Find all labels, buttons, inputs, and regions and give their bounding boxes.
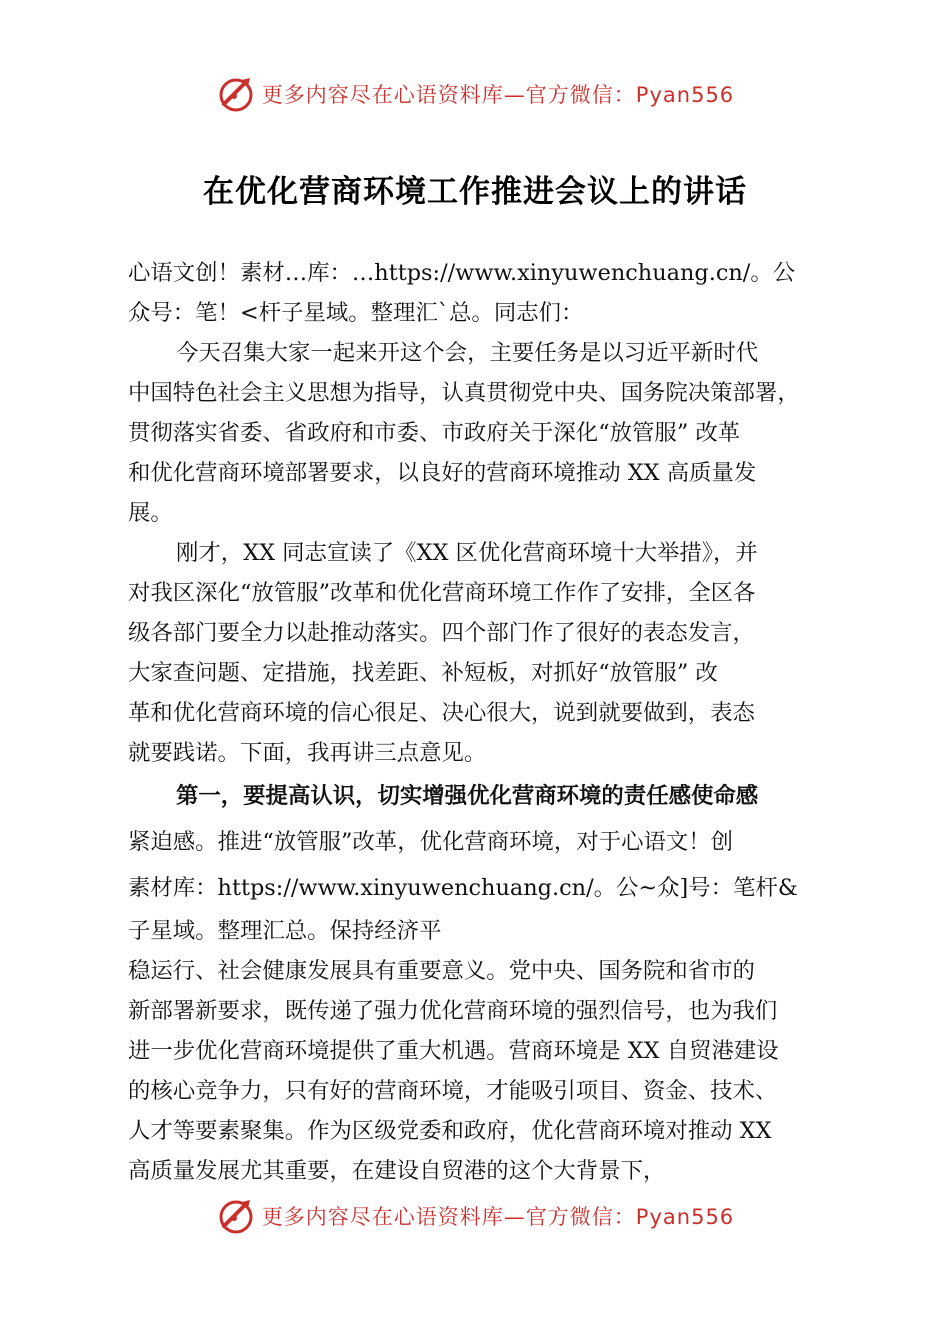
section-heading: 第一，要提高认识，切实增强优化营商环境的责任感使命感 <box>176 783 759 809</box>
body-line: 级各部门要全力以赴推动落实。四个部门作了很好的表态发言， <box>128 620 755 646</box>
body-line: 众号：笔！<杆子星域。整理汇`总。同志们： <box>128 300 584 326</box>
pen-logo-icon <box>216 74 256 114</box>
body-line: 和优化营商环境部署要求，以良好的营商环境推动 XX 高质量发 <box>128 460 757 486</box>
body-line: 进一步优化营商环境提供了重大机遇。营商环境是 XX 自贸港建设 <box>128 1038 779 1064</box>
body-line: 今天召集大家一起来开这个会，主要任务是以习近平新时代 <box>176 340 759 366</box>
body-line: 稳运行、社会健康发展具有重要意义。党中央、国务院和省市的 <box>128 958 755 984</box>
document-title: 在优化营商环境工作推进会议上的讲话 <box>203 174 747 210</box>
body-line: 革和优化营商环境的信心很足、决心很大，说到就要做到，表态 <box>128 700 755 726</box>
header-watermark-banner <box>0 72 950 116</box>
body-line: 中国特色社会主义思想为指导，认真贯彻党中央、国务院决策部署， <box>128 380 800 406</box>
body-line: 子星域。整理汇总。保持经济平 <box>128 918 442 944</box>
body-line: 对我区深化“放管服”改革和优化营商环境工作作了安排，全区各 <box>128 580 756 606</box>
body-line: 的核心竞争力，只有好的营商环境，才能吸引项目、资金、技术、 <box>128 1078 778 1104</box>
body-line: 展。 <box>128 500 173 526</box>
body-line: 素材库：https://www.xinyuwenchuang.cn/。公~众]号：笔杆& <box>128 875 798 901</box>
body-line: 紧迫感。推进“放管服”改革，优化营商环境，对于心语文！创 <box>128 829 734 855</box>
body-line: 贯彻落实省委、省政府和市委、市政府关于深化“放管服” 改革 <box>128 420 741 446</box>
body-line: 大家查问题、定措施，找差距、补短板，对抓好“放管服” 改 <box>128 660 718 686</box>
body-line: 新部署新要求，既传递了强力优化营商环境的强烈信号，也为我们 <box>128 998 778 1024</box>
body-line: 刚才，XX 同志宣读了《XX 区优化营商环境十大举措》，并 <box>176 540 758 566</box>
body-line: 高质量发展尤其重要，在建设自贸港的这个大背景下， <box>128 1158 666 1184</box>
body-line: 人才等要素聚集。作为区级党委和政府，优化营商环境对推动 XX <box>128 1118 772 1144</box>
body-line: 心语文创！素材…库：…https://www.xinyuwenchuang.cn/。公 <box>128 260 796 286</box>
watermark-text: 更多内容尽在心语资料库—官方微信：Pyan556 <box>261 83 735 107</box>
watermark-text: 更多内容尽在心语资料库—官方微信：Pyan556 <box>261 1205 735 1229</box>
footer-watermark-banner <box>0 1194 950 1238</box>
body-line: 就要践诺。下面，我再讲三点意见。 <box>128 740 487 766</box>
document-body <box>128 253 844 1191</box>
pen-logo-icon <box>216 1196 256 1236</box>
